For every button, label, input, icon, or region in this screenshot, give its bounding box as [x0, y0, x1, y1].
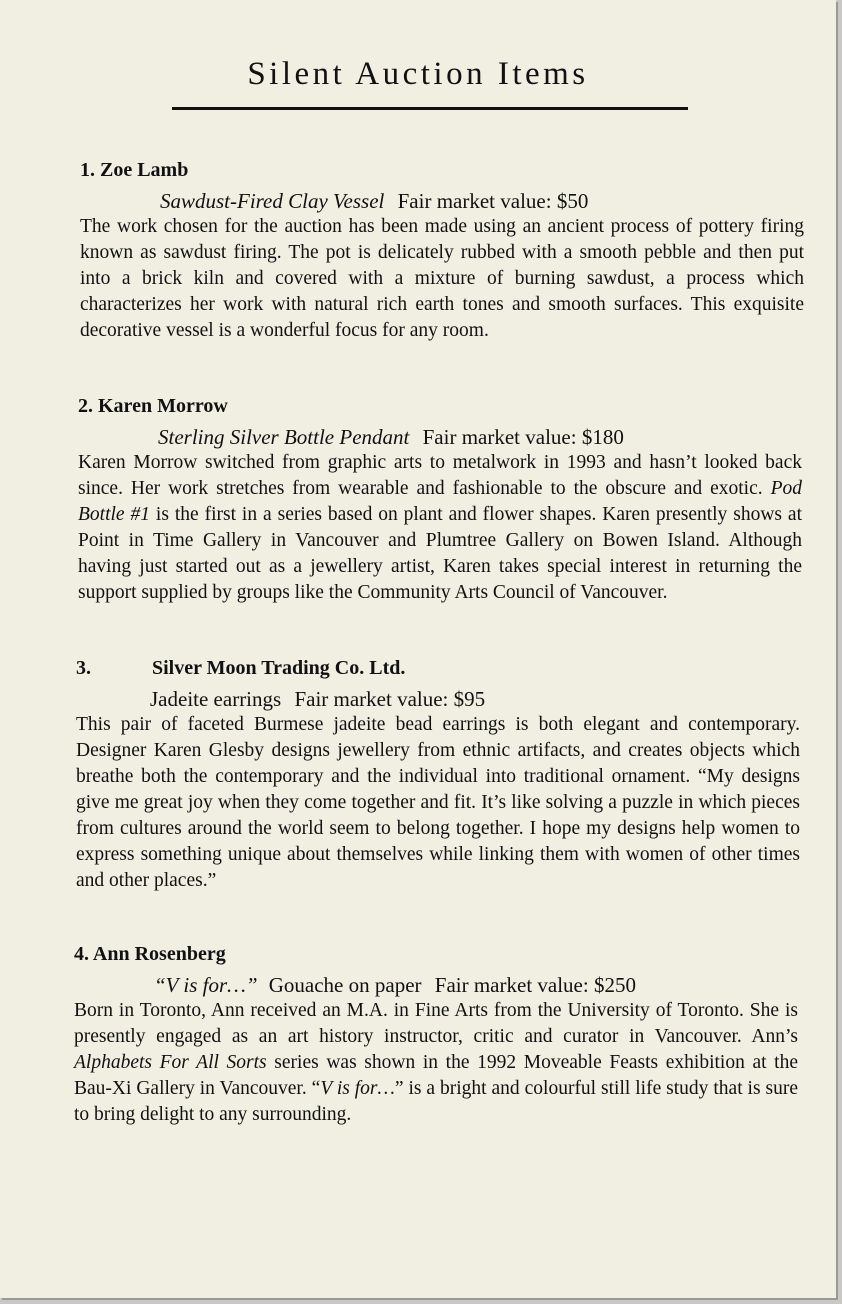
- auction-item-3: [76, 656, 800, 894]
- item-number: 3.: [76, 657, 91, 679]
- item-artist-name: Zoe Lamb: [100, 159, 189, 181]
- item-fair-market-value: Fair market value: $180: [422, 425, 624, 449]
- auction-item-1: [80, 158, 804, 344]
- item-artist-heading: [80, 158, 804, 182]
- item-artist-heading: [74, 942, 798, 966]
- item-medium: Gouache on paper: [268, 973, 422, 997]
- item-description: The work chosen for the auction has been made using an ancient process of pottery firing known as sawdust firing. The pot is delicately rubbed with a smooth pebble and then put into a brick kiln and covered with a mixture of burning sawdust, a process which characterizes her work with natural rich earth tones and smooth surfaces. This exquisite decorative vessel is a wonderful focus for any room.: [80, 216, 804, 341]
- item-work-title: Sterling Silver Bottle Pendant: [158, 425, 410, 449]
- item-work-line: [154, 972, 798, 998]
- series-title-italic: Alphabets For All Sorts: [74, 1052, 267, 1073]
- artwork-title-italic: V is for…: [320, 1078, 395, 1099]
- title-underline: [172, 107, 688, 110]
- item-description: Karen Morrow switched from graphic arts to metalwork in 1993 and hasn’t looked back since. Her work stretches from wearable and fashionable to the obscure and exotic. Pod Bottle #1 is the first in a series based on plant and flower shapes. Karen presently shows at Point in Time Gallery in Vancouver and Plumtree Gallery on Bowen Island. Although having just started out as a jewellery artist, Karen takes special interest in returning the support supplied by groups like the Community Arts Council of Vancouver.: [78, 452, 802, 603]
- item-artist-name: Ann Rosenberg: [92, 943, 226, 965]
- item-description: Born in Toronto, Ann received an M.A. in Fine Arts from the University of Toronto. She is presently engaged as an art history instructor, critic and curator in Vancouver. Ann’s Alphabets For All Sorts series was shown in the 1992 Moveable Feasts exhibition at the Bau-Xi Gallery in Vancouver. “V is for…” is a bright and colourful still life study that is sure to bring delight to any surrounding.: [74, 1000, 798, 1125]
- item-description: This pair of faceted Burmese jadeite bead earrings is both elegant and contemporary. Designer Karen Glesby designs jewellery from ethnic artifacts, and creates objects which breathe both the contemporary and the individual into traditional ornament. “My designs give me great joy when they come together and fit. It’s like solving a puzzle in which pieces from cultures around the world seem to belong together. I hope my designs help women to express something unique about themselves while linking them with women of other times and other places.”: [76, 714, 800, 891]
- auction-item-4: [74, 942, 798, 1128]
- item-work-line: [160, 188, 804, 214]
- item-artist-heading: [78, 394, 802, 418]
- item-number: 2.: [78, 395, 93, 417]
- item-fair-market-value: Fair market value: $50: [397, 189, 589, 213]
- item-work-title: “V is for…”: [154, 973, 258, 997]
- page-title: Silent Auction Items: [247, 56, 589, 92]
- item-fair-market-value: Fair market value: $95: [294, 687, 486, 711]
- item-work-line: [150, 686, 800, 712]
- item-fair-market-value: Fair market value: $250: [434, 973, 636, 997]
- item-artist-heading: [76, 656, 800, 680]
- item-number: 1.: [80, 159, 95, 181]
- item-artist-name: Karen Morrow: [98, 395, 228, 417]
- artwork-title-italic: Pod Bottle #1: [78, 478, 802, 525]
- auction-item-2: [78, 394, 802, 606]
- item-number: 4.: [74, 943, 89, 965]
- item-work-line: [158, 424, 802, 450]
- item-work-title: Sawdust-Fired Clay Vessel: [160, 189, 385, 213]
- item-work-title: Jadeite earrings: [150, 687, 282, 711]
- item-artist-name: Silver Moon Trading Co. Ltd.: [152, 657, 406, 679]
